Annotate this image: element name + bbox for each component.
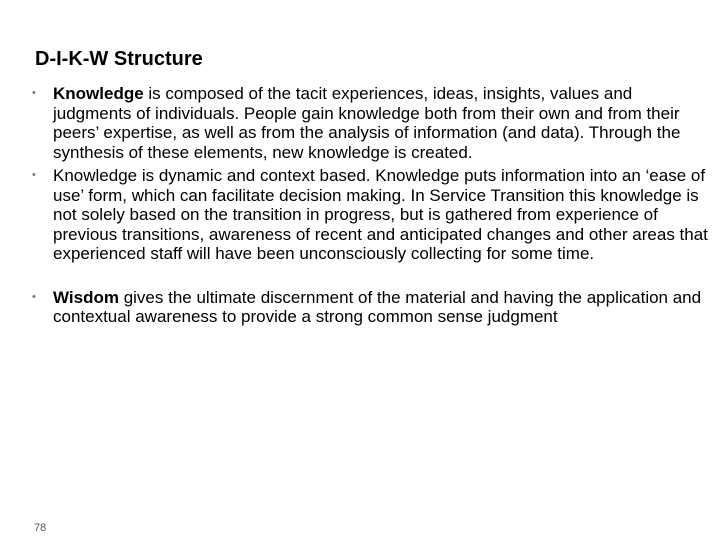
- bullet-text: [53, 84, 712, 162]
- bullet-term: Wisdom: [53, 287, 119, 307]
- slide-title: D-I-K-W Structure: [35, 48, 203, 70]
- bullet-knowledge-definition: [32, 84, 712, 162]
- bullet-list: [32, 84, 712, 327]
- bullet-body: Knowledge is dynamic and context based. Knowledge puts information into an ‘ease of use’ form, which can facilitate decision making. In Service Transition this knowledge is not solely based on the transition in progress, but is gathered from experience of previous transitions, awareness of recent and anticipated changes and other areas that experienced staff will have been unconsciously collecting for some time.: [53, 166, 708, 263]
- bullet-dot-icon: •: [32, 169, 36, 181]
- bullet-dot-icon: •: [32, 87, 36, 99]
- bullet-text: [53, 288, 712, 327]
- bullet-dot-icon: •: [32, 290, 36, 303]
- page-number: 78: [34, 522, 47, 534]
- bullet-body: is composed of the tacit experiences, ideas, insights, values and judgments of individuals. People gain knowledge both from their own and from their peers’ expertise, as well as from the analysis of information (and data). Through the synthesis of these elements, new knowledge is created.: [53, 84, 681, 162]
- bullet-knowledge-dynamic: [32, 166, 712, 264]
- bullet-wisdom: [32, 288, 712, 327]
- bullet-term: Knowledge: [53, 84, 144, 103]
- bullet-text: [53, 166, 712, 264]
- bullet-body: gives the ultimate discernment of the material and having the application and contextual awareness to provide a strong common sense judgment: [53, 287, 702, 326]
